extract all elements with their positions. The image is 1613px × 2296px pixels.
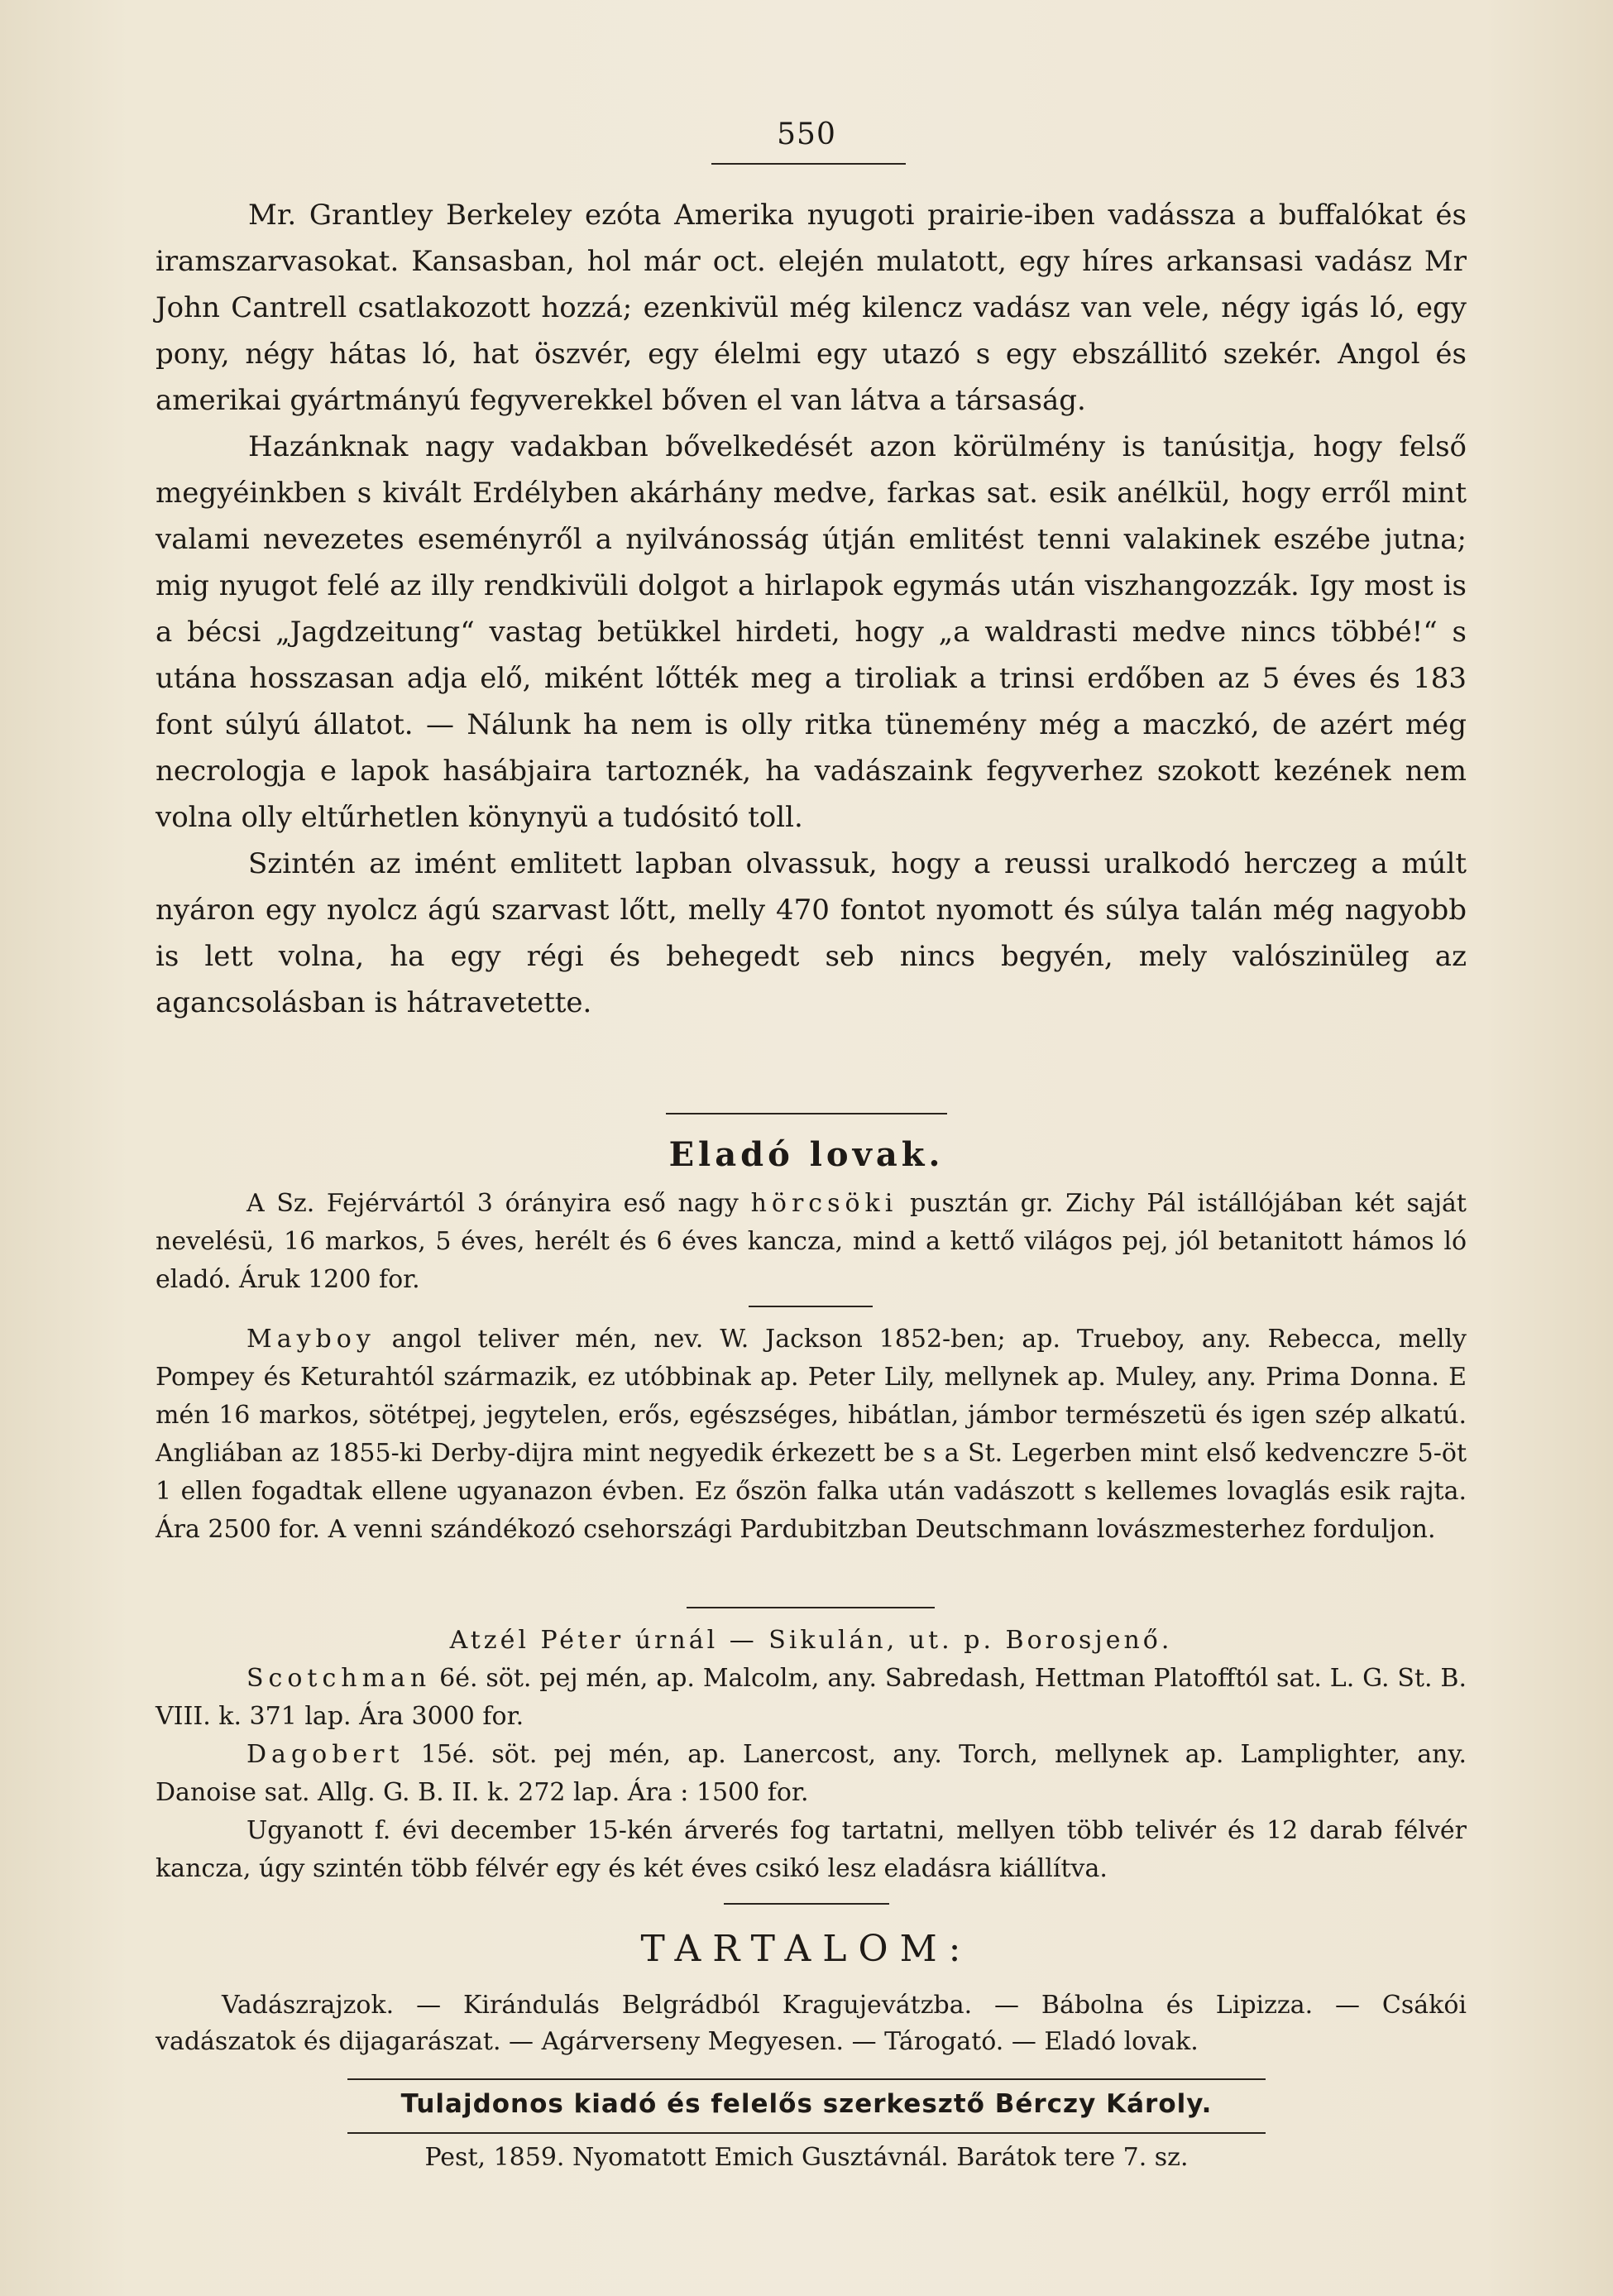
ad-atzel — [156, 1622, 1467, 1888]
article-paragraph: Szintén az imént emlitett lapban olvassuk, hogy a reussi uralkodó herczeg a múlt nyáron egy nyolcz ágú szarvast lőtt, melly 470 fontot nyomott és súlya talán még nagyobb is lett volna, ha egy régi és behegedt seb nincs begyén, mely valószinüleg az agancsolásban is hátravetette. — [156, 847, 1467, 1019]
ad-place-name: hörcsöki — [750, 1189, 898, 1218]
article-paragraph: Mr. Grantley Berkeley ezóta Amerika nyugoti prairie-iben vadássza a buffalókat és iramszarvasokat. Kansasban, hol már oct. elején mulatott, egy híres arkansasi vadász Mr John Cantrell csatlakozott hozzá; ezenkivül még kilencz vadász van vele, négy igás ló, egy pony, négy hátas ló, hat öszvér, egy élelmi egy utazó s egy ebszállitó szekér. Angol és amerikai gyártmányú fegyverekkel bőven el van látva a társaság. — [156, 199, 1467, 417]
ad-text: pusztán gr. Zichy Pál istállójában két saját nevelésü, 16 markos, 5 éves, herélt és 6 éves kancza, mind a kettő világos pej, jól betanitott hámos ló eladó. Áruk 1200 for. — [156, 1189, 1467, 1294]
imprint-divider — [347, 2078, 1266, 2080]
ad-heading: Atzél Péter úrnál — Sikulán, ut. p. Borosjenő. — [449, 1626, 1173, 1655]
imprint-owner: Tulajdonos kiadó és felelős szerkesztő Bérczy Károly. — [400, 2089, 1213, 2119]
ad-divider — [687, 1607, 935, 1608]
horse-name: Scotchman — [246, 1664, 432, 1693]
ad-divider — [749, 1306, 873, 1307]
ad-text: 15é. söt. pej mén, ap. Lanercost, any. Torch, mellynek ap. Lamplighter, any. Danoise sat. Allg. G. B. II. k. 272 lap. Ára : 1500 for. — [156, 1740, 1467, 1807]
section-divider — [724, 1903, 889, 1905]
imprint-divider — [347, 2132, 1266, 2134]
ads-section-title: Eladó lovak. — [668, 1135, 945, 1174]
ad-paragraph: Ugyanott f. évi december 15-kén árverés fog tartatni, mellyen több telivér és 12 darab félvér kancza, úgy szintén több félvér egy és két éves csikó lesz eladásra kiállítva. — [156, 1816, 1467, 1883]
contents-list — [156, 1987, 1467, 2060]
ad-hörcsök — [156, 1185, 1467, 1299]
ad-paragraph — [156, 1321, 1467, 1549]
article-paragraph: Hazánknak nagy vadakban bővelkedését azon körülmény is tanúsitja, hogy felső megyéinkben s kivált Erdélyben akárhány medve, farkas sat. esik anélkül, hogy erről mint valami nevezetes eseményről a nyilvánosság útján emlitést tenni valakinek eszébe jutna; mig nyugot felé az illy rendkivüli dolgot a hirlapok egymás után viszhangozzák. Igy most is a bécsi „Jagdzeitung“ vastag betükkel hirdeti, hogy „a waldrasti medve nincs többé!“ s utána hosszasan adja elő, miként lőtték meg a tiroliak a trinsi erdőben az 5 éves és 183 font súlyú állatot. — Nálunk ha nem is olly ritka tünemény még a maczkó, de azért még necrologja e lapok hasábjaira tartoznék, ha vadászaink fegyverhez szokott kezének nem volna olly eltűrhetlen könynyü a tudósitó toll. — [156, 430, 1467, 834]
page-number-rule — [711, 163, 906, 165]
ad-paragraph — [156, 1660, 1467, 1736]
ad-paragraph — [156, 1736, 1467, 1812]
ad-text: 6é. söt. pej mén, ap. Malcolm, any. Sabredash, Hettman Platofftól sat. L. G. St. B. VIII. k. 371 lap. Ára 3000 for. — [156, 1664, 1467, 1731]
horse-name: Dagobert — [246, 1740, 404, 1769]
imprint-printer: Pest, 1859. Nyomatott Emich Gusztávnál. Barátok tere 7. sz. — [424, 2143, 1189, 2172]
ad-mayboy — [156, 1321, 1467, 1549]
page-number: 550 — [777, 117, 836, 151]
section-divider — [666, 1113, 947, 1114]
ad-paragraph — [156, 1185, 1467, 1299]
horse-name: Mayboy — [246, 1325, 376, 1354]
ad-text: angol teliver mén, nev. W. Jackson 1852-ben; ap. Trueboy, any. Rebecca, melly Pompey és Keturahtól származik, ez utóbbinak ap. Peter Lily, mellynek ap. Muley, any. Prima Donna. E mén 16 markos, sötétpej, jegytelen, erős, egészséges, hibátlan, jámbor természetü és igen szép alkatú. Angliában az 1855-ki Derby-dijra mint negyedik érkezett be s a St. Legerben mint első kedvenczre 5-öt 1 ellen fogadtak ellene ugyanazon évben. Ez őszön falka után vadászott s kellemes lovaglás esik rajta. Ára 2500 for. A venni szándékozó csehországi Pardubitzban Deutschmann lovászmesterhez forduljon. — [156, 1325, 1467, 1544]
article-body — [156, 192, 1467, 1026]
contents-title: TARTALOM: — [640, 1928, 973, 1970]
contents-text: Vadászrajzok. — Kirándulás Belgrádból Kragujevátzba. — Bábolna és Lipizza. — Csákói vadászatok és dijagarászat. — Agárverseny Megyesen. — Tárogató. — Eladó lovak. — [156, 1991, 1467, 2056]
ad-lead: A Sz. Fejérvártól 3 órányira eső nagy — [246, 1189, 739, 1218]
